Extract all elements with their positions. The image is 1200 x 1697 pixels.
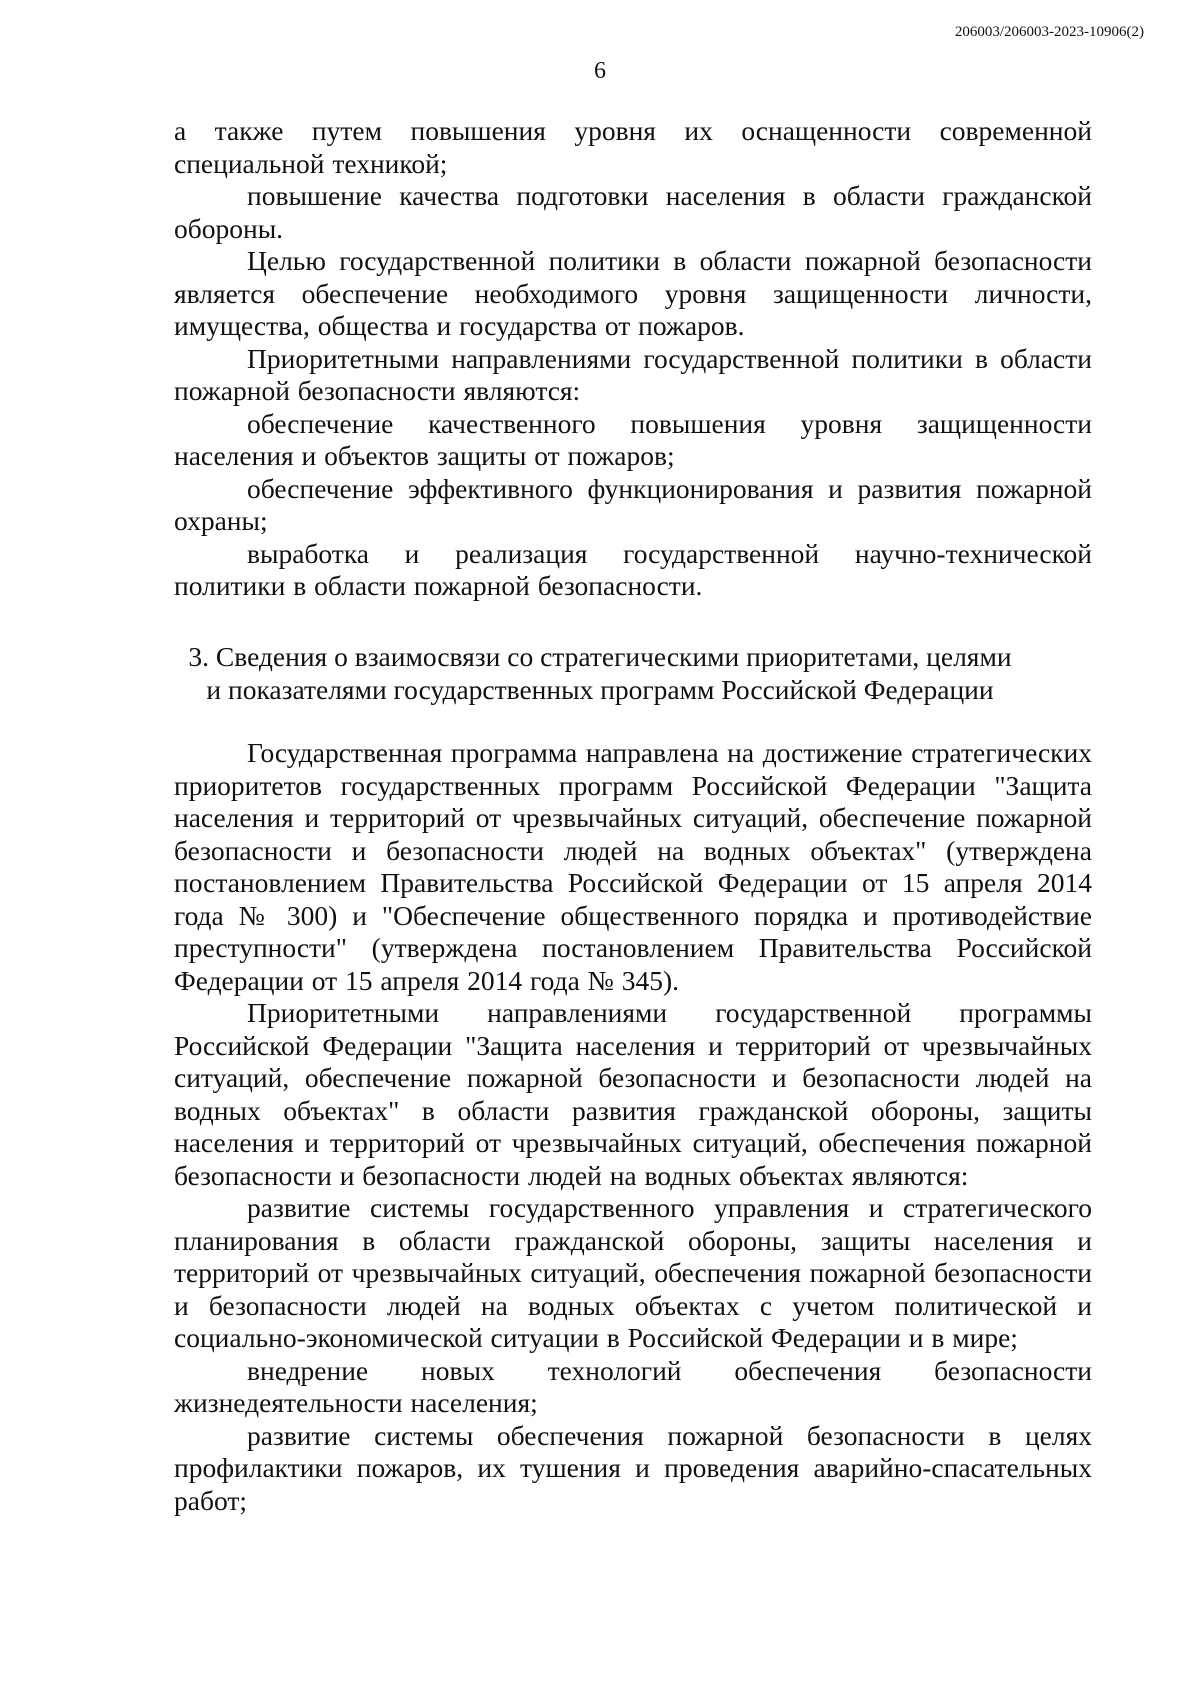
section-heading-line-1: 3. Сведения о взаимосвязи со стратегическими приоритетами, целями bbox=[188, 641, 1012, 672]
document-number: 206003/206003-2023-10906(2) bbox=[954, 24, 1144, 40]
paragraph: а также путем повышения уровня их оснащенности современной специальной техникой; bbox=[174, 115, 1092, 179]
section-heading bbox=[0, 641, 1200, 706]
paragraph: Государственная программа направлена на достижение стратегических приоритетов государственных программ Российской Федерации "Защита населения и территорий от чрезвычайных ситуаций, обеспечение пожарной безопасности и безопасности людей на водных объектах" (утверждена постановлением Правительства Российской Федерации от 15 апреля 2014 года № 300) и "Обеспечение общественного порядка и противодействие преступности" (утверждена постановлением Правительства Российской Федерации от 15 апреля 2014 года № 345). bbox=[174, 737, 1092, 996]
paragraph: Приоритетными направлениями государственной политики в области пожарной безопасности являются: bbox=[174, 342, 1092, 406]
paragraph: развитие системы государственного управления и стратегического планирования в области гражданской обороны, защиты населения и территорий от чрезвычайных ситуаций, обеспечения пожарной безопасности и безопасности людей на водных объектах с учетом политической и социально-экономической ситуации в Российской Федерации и в мире; bbox=[174, 1192, 1092, 1353]
paragraph: развитие системы обеспечения пожарной безопасности в целях профилактики пожаров, их тушения и проведения аварийно-спасательных работ; bbox=[174, 1419, 1092, 1516]
paragraph: Целью государственной политики в области пожарной безопасности является обеспечение необходимого уровня защищенности личности, имущества, общества и государства от пожаров. bbox=[174, 245, 1092, 341]
text-block-top bbox=[174, 115, 1092, 603]
paragraph: выработка и реализация государственной научно-технической политики в области пожарной безопасности. bbox=[174, 537, 1092, 601]
paragraph: Приоритетными направлениями государственной программы Российской Федерации "Защита населения и территорий от чрезвычайных ситуаций, обеспечение пожарной безопасности и безопасности людей на водных объектах" в области развития гражданской обороны, защиты населения и территорий от чрезвычайных ситуаций, обеспечения пожарной безопасности и безопасности людей на водных объектах являются: bbox=[174, 997, 1092, 1191]
paragraph: обеспечение эффективного функционирования и развития пожарной охраны; bbox=[174, 472, 1092, 536]
section-heading-line-2: и показателями государственных программ Российской Федерации bbox=[206, 673, 994, 705]
paragraph: повышение качества подготовки населения в области гражданской обороны. bbox=[174, 180, 1092, 244]
text-block-section-3 bbox=[174, 737, 1092, 1517]
paragraph: внедрение новых технологий обеспечения безопасности жизнедеятельности населения; bbox=[174, 1354, 1092, 1418]
paragraph: обеспечение качественного повышения уровня защищенности населения и объектов защиты от пожаров; bbox=[174, 407, 1092, 471]
page-number: 6 bbox=[594, 58, 606, 84]
